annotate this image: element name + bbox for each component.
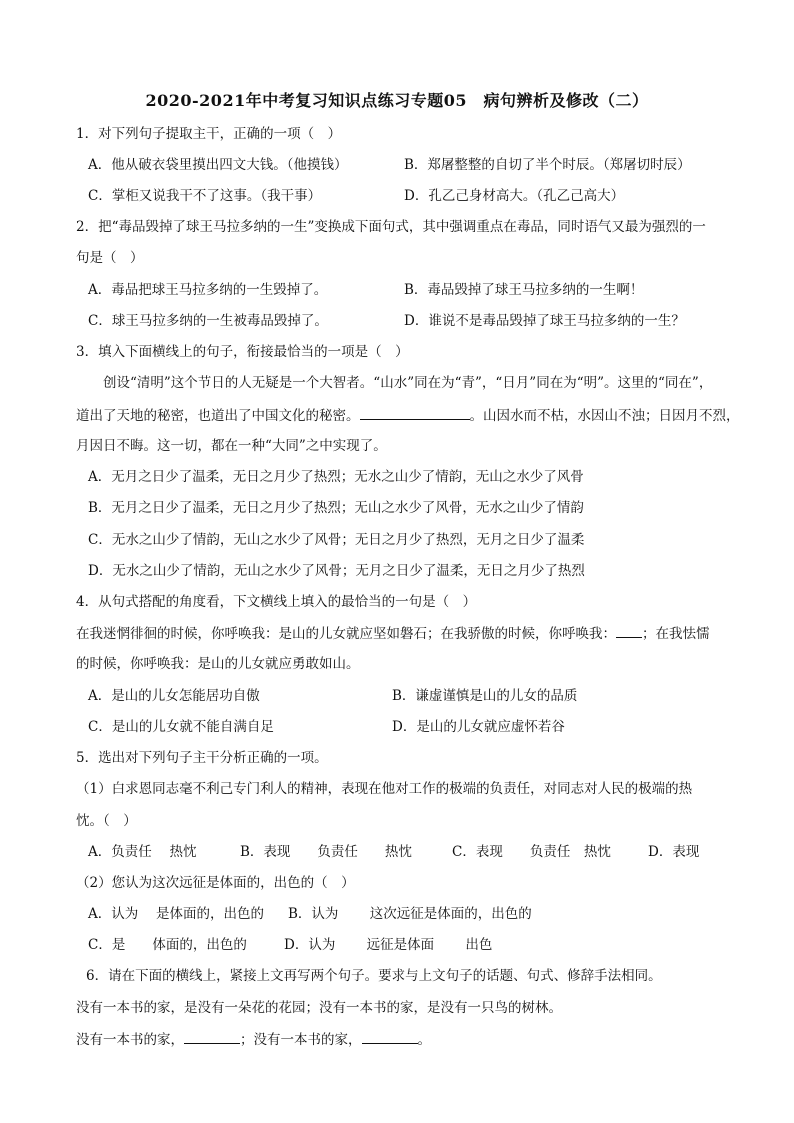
q5-stem: 5．选出对下列句子主干分析正确的一项。 (76, 750, 328, 766)
q3-passage-line2-text-b: 。山因水而不枯，水因山不浊；日因月不烈， (469, 408, 740, 424)
q5-sub1-line2: 忱。（ ） (76, 813, 137, 829)
q5-sub1-option-a: A．负责任 热忱 (88, 844, 197, 860)
q5-sub2-option-b: B．认为 这次远征是体面的，出色的 (288, 906, 532, 922)
q2-option-b: B．毒品毁掉了球王马拉多纳的一生啊！ (404, 282, 644, 298)
q4-stem: 4．从句式搭配的角度看，下文横线上填入的最恰当的一句是（ ） (76, 594, 477, 610)
q4-passage-line2: 的时候，你呼唤我：是山的儿女就应勇敢如山。 (76, 656, 360, 672)
q5-sub2-option-c: C．是 体面的，出色的 (88, 937, 247, 953)
q3-passage-line2-text: 道出了天地的秘密，也道出了中国文化的秘密。 (76, 408, 360, 424)
page-title: 2020-2021年中考复习知识点练习专题05 病句辨析及修改（二） (145, 91, 649, 110)
q6-fill-prefix-a: 没有一本书的家， (76, 1032, 184, 1048)
q6-stem: 6．请在下面的横线上，紧接上文再写两个句子。要求与上文句子的话题、句式、修辞手法相同。 (86, 968, 662, 984)
q6-example-sentence: 没有一本书的家，是没有一朵花的花园；没有一本书的家，是没有一只鸟的树林。 (76, 1000, 562, 1016)
q2-option-a: A．毒品把球王马拉多纳的一生毁掉了。 (88, 282, 328, 298)
q1-option-b: B．郑屠整整的自切了半个时辰。（郑屠切时辰） (404, 157, 691, 173)
q2-stem-line1: 2．把“毒品毁掉了球王马拉多纳的一生”变换成下面句式，其中强调重点在毒品，同时语气又最为强烈的一 (76, 219, 706, 235)
q6-answer-blank-2[interactable] (362, 1030, 418, 1044)
q3-passage-line3: 月因日不晦。这一切，都在一种“大同”之中实现了。 (76, 438, 387, 454)
q5-sub2-stem: （2）您认为这次远征是体面的，出色的（ ） (76, 875, 355, 891)
q3-option-a: A．无月之日少了温柔，无日之月少了热烈；无水之山少了情韵，无山之水少了风骨 (88, 469, 584, 485)
q4-answer-blank[interactable] (616, 624, 642, 638)
q3-option-c: C．无水之山少了情韵，无山之水少了风骨；无日之月少了热烈，无月之日少了温柔 (88, 532, 585, 548)
q4-option-b: B．谦虚谨慎是山的儿女的品质 (392, 688, 578, 704)
q6-fill-prefix-b: ；没有一本书的家， (240, 1032, 362, 1048)
q3-option-d: D．无水之山少了情韵，无山之水少了风骨；无月之日少了温柔，无日之月少了热烈 (88, 563, 585, 579)
q4-passage-line1 (76, 624, 710, 643)
q5-sub1-line1: （1）白求恩同志毫不利己专门利人的精神，表现在他对工作的极端的负责任，对同志对人民的极端的热 (76, 781, 693, 797)
q3-option-b: B．无月之日少了温柔，无日之月少了热烈；无山之水少了风骨，无水之山少了情韵 (88, 500, 584, 516)
q2-option-c: C．球王马拉多纳的一生被毒品毁掉了。 (88, 313, 328, 329)
q5-sub1-option-b: B．表现 负责任 热忱 (240, 844, 412, 860)
q6-fill-line (76, 1030, 431, 1049)
q3-stem: 3．填入下面横线上的句子，衔接最恰当的一项是（ ） (76, 344, 409, 360)
q3-passage-line1: 创设“清明”这个节日的人无疑是一个大智者。“山水”同在为“青”，“日月”同在为“明”。这里的“同在”， (103, 375, 713, 391)
q4-option-a: A．是山的儿女怎能居功自傲 (88, 688, 260, 704)
q5-sub1-option-c: C．表现 负责任 热忱 (452, 844, 611, 860)
q6-answer-blank-1[interactable] (184, 1030, 240, 1044)
q3-passage-line2 (76, 406, 740, 425)
q1-option-a: A．他从破衣袋里摸出四文大钱。（他摸钱） (88, 157, 348, 173)
q2-option-d: D．谁说不是毒品毁掉了球王马拉多纳的一生？ (404, 313, 685, 329)
q2-stem-line2: 句是（ ） (76, 250, 144, 266)
q6-fill-end: 。 (417, 1032, 431, 1048)
q1-stem: 1．对下列句子提取主干，正确的一项（ ） (76, 126, 342, 142)
q4-option-d: D．是山的儿女就应虚怀若谷 (392, 719, 565, 735)
q1-option-c: C．掌柜又说我干不了这事。（我干事） (88, 188, 322, 204)
q4-option-c: C．是山的儿女就不能自满自足 (88, 719, 274, 735)
q4-passage-line1-text-b: ；在我怯懦 (642, 626, 710, 642)
q5-sub2-option-a: A．认为 是体面的，出色的 (88, 906, 265, 922)
q4-passage-line1-text: 在我迷惘徘徊的时候，你呼唤我：是山的儿女就应坚如磐石；在我骄傲的时候，你呼唤我： (76, 626, 616, 642)
q5-sub2-option-d: D．认为 远征是体面 出色 (284, 937, 493, 953)
q1-option-d: D．孔乙己身材高大。（孔乙己高大） (404, 188, 625, 204)
q3-answer-blank[interactable] (360, 406, 470, 420)
q5-sub1-option-d: D．表现 (648, 844, 700, 860)
